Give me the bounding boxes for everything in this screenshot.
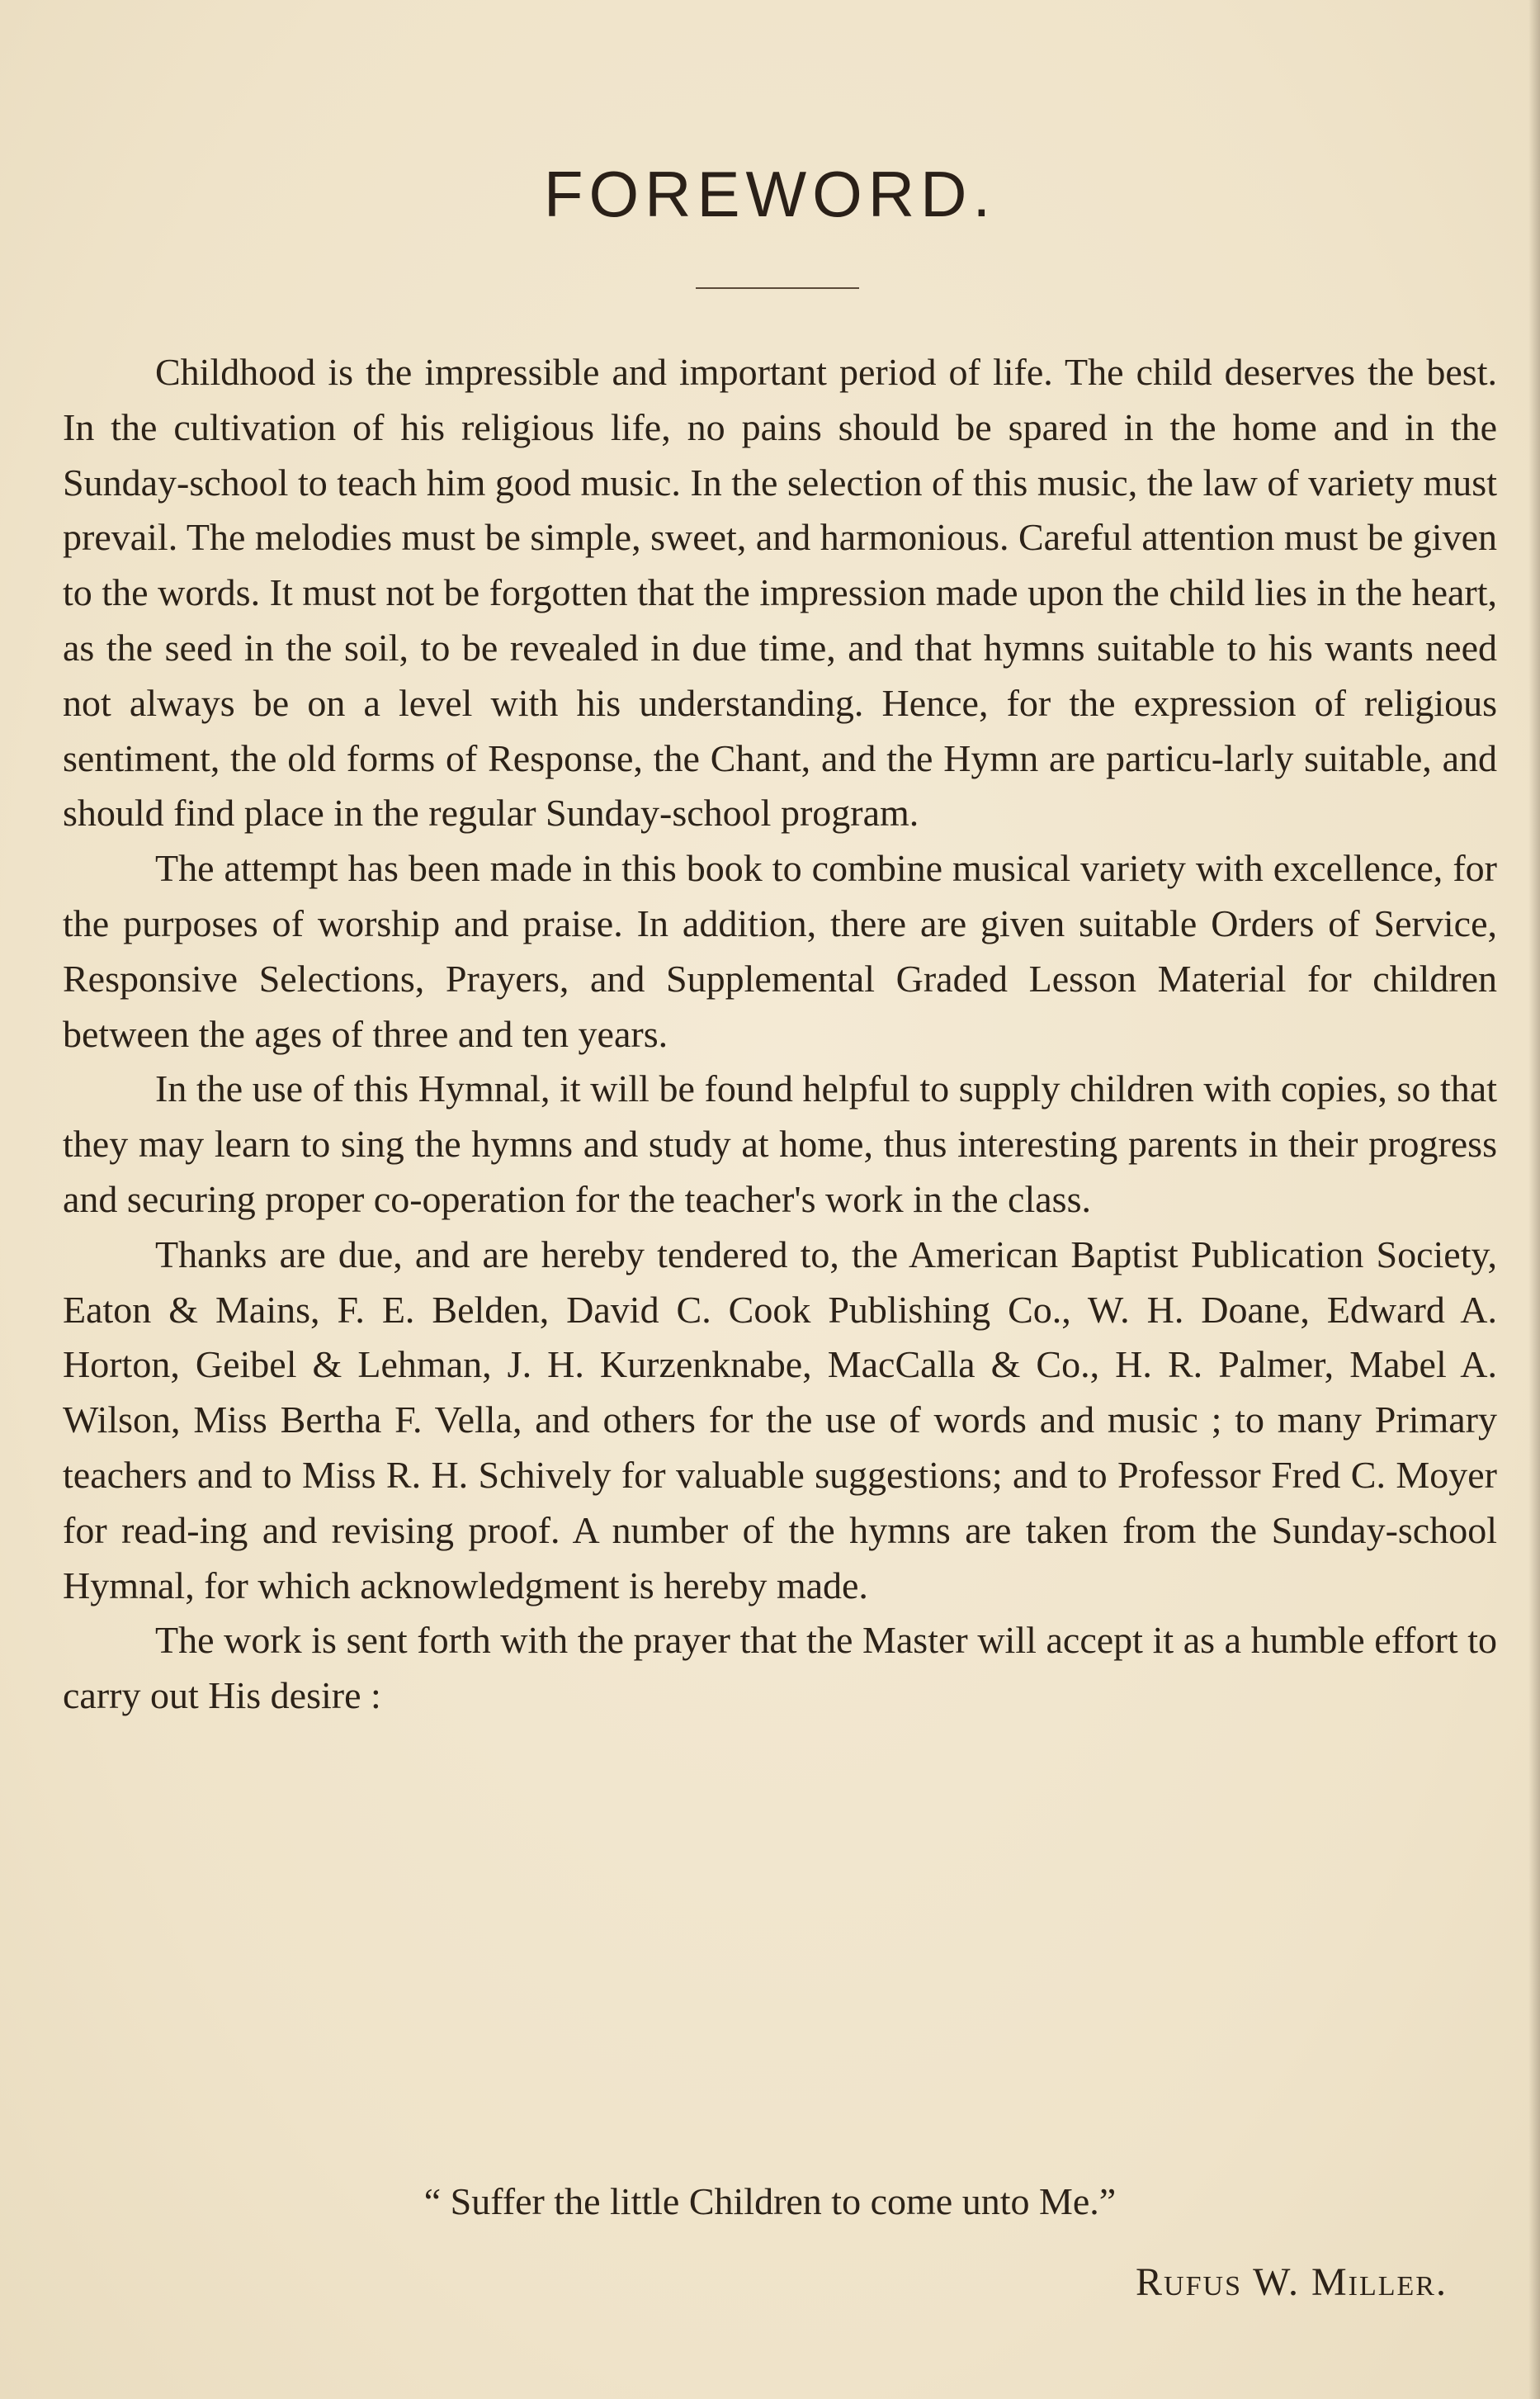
paragraph-childhood: Childhood is the impressible and important period of life. The child deserves the best. In the cultivation of his religious life, no pains should be spared in the home and in the Sunday-school to teach him good music. In the selection of this music, the law of variety must prevail. The melodies must be simple, sweet, and harmonious. Careful attention must be given to the words. It must not be forgotten that the impression made upon the child lies in the heart, as the seed in the soil, to be revealed in due time, and that hymns suitable to his wants need not always be on a level with his understanding. Hence, for the expression of religious sentiment, the old forms of Response, the Chant, and the Hymn are particu-larly suitable, and should find place in the regular Sunday-school program. <box>63 351 1497 835</box>
paragraph-attempt: The attempt has been made in this book to combine musical variety with excellence, for the purposes of worship and praise. In addition, there are given suitable Orders of Service, Responsive Selections, Prayers, and Supplemental Graded Lesson Material for children between the ages of three and ten years. <box>63 847 1497 1055</box>
title-divider <box>696 287 859 289</box>
paragraph-work: The work is sent forth with the prayer that the Master will accept it as a humble effort to carry out His desire : <box>63 1619 1497 1717</box>
paragraph-thanks: Thanks are due, and are hereby tendered to, the American Baptist Publication Society, Eaton & Mains, F. E. Belden, David C. Cook Publishing Co., W. H. Doane, Edward A. Horton, Geibel & Lehman, J. H. Kurzenknabe, MacCalla & Co., H. R. Palmer, Mabel A. Wilson, Miss Bertha F. Vella, and others for the use of words and music ; to many Primary teachers and to Miss R. H. Schively for valuable suggestions; and to Professor Fred C. Moyer for read-ing and revising proof. A number of the hymns are taken from the Sunday-school Hymnal, for which acknowledgment is hereby made. <box>63 1233 1497 1606</box>
foreword-body <box>63 345 1497 1724</box>
scripture-quote: “ Suffer the little Children to come unto Me.” <box>423 2180 1117 2222</box>
page-title: FOREWORD. <box>543 158 997 230</box>
page-edge-shadow <box>1528 0 1540 2399</box>
author-signature: Rufus W. Miller. <box>1136 2260 1448 2304</box>
paragraph-use: In the use of this Hymnal, it will be found helpful to supply children with copies, so that they may learn to sing the hymns and study at home, thus interesting parents in their progress and securing proper co-operation for the teacher's work in the class. <box>63 1067 1497 1220</box>
